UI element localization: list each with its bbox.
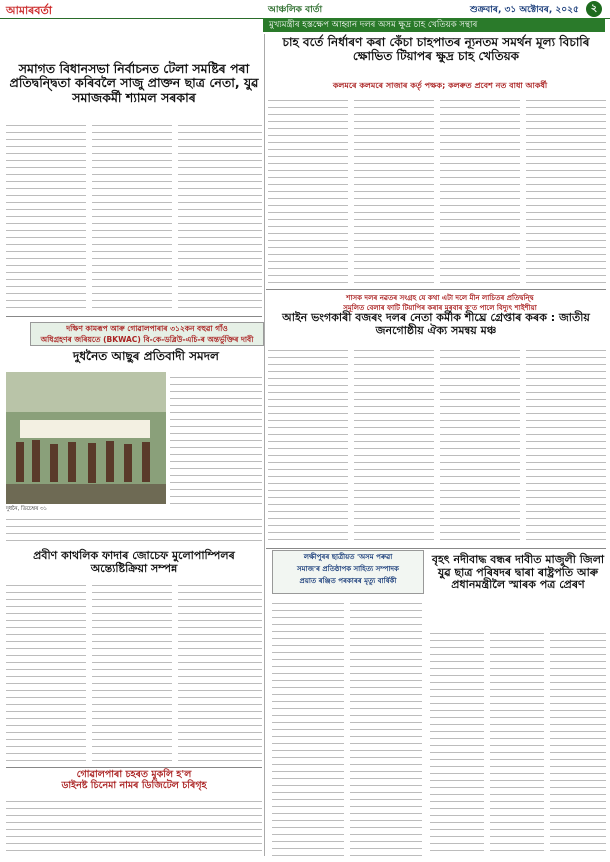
box-story-line1: দক্ষিণ কামৰূপ আৰু গোৱালপাৰাৰ ৩১২কন বহুৱা গাঁও [66,324,228,333]
right-second-col2 [490,628,544,856]
right-second-col1 [430,628,484,856]
center-box-col2 [350,598,422,856]
right-second-col3 [550,628,606,856]
obituary-col3 [178,580,262,765]
center-second-kicker: শাসক দলৰ নৱতৰ সংগ্ৰহ যে কথা এটা দলে মীন লাচিতৰ প্ৰতিদ্বন্দ্বি [346,294,534,302]
cinema-body [6,796,262,856]
center-lead-col1 [268,95,348,285]
center-box-col1 [272,598,344,856]
center-second-col4 [526,345,606,545]
center-lead-headline: চাহ বৰ্তে নিৰ্ধাৰণ কৰা কেঁচা চাহপাতৰ ন্যূনতম সমৰ্থন মূল্য বিচাৰি ক্ষোভিত টিয়াপৰ ক্ষুদ্র চাহ খেতিয়ক [282,35,590,63]
section-divider [266,289,606,290]
left-lead-col3 [178,120,262,310]
center-lead-col3 [440,95,520,285]
box-story-line2: অধিগ্ৰহণৰ জৰিয়তে (BKWAC) বি-কে-ডব্লিউ-এচি-ৰ অন্তৰ্ভুক্তিৰ দাবী [40,335,254,344]
section-divider [6,316,262,317]
page-number: ২ [586,1,602,17]
box-story-header [30,322,264,346]
obituary-col1 [6,580,86,765]
center-lead-col2 [354,95,434,285]
center-box-line3: প্ৰয়াত ৰঞ্জিত পৰকাৰৰ মৃত্যু বাৰ্ষিকী [299,577,397,585]
cinema-line2: ডাইনষ্ট চিনেমা নামৰ ডিজিটেল চৰিগৃহ [61,779,207,791]
issue-date: শুক্রবাৰ, ৩১ অক্টোবৰ, ২০২৫ [470,5,579,15]
protest-photo [6,372,166,504]
left-lead-headline: সমাগত বিধানসভা নিৰ্বাচনত টেলা সমষ্টিৰ পৰা প্ৰতিদ্বন্দ্বিতা কৰিবলৈ সাজু প্ৰাক্তন ছাত্ৰ নেতা, যুৱ সমাজকৰ্মী শ্যামল সৰকাৰ [9,61,259,105]
protest-col [170,372,262,504]
section-title: আঞ্চলিক বাৰ্তা [268,5,323,15]
center-lead-col4 [526,95,606,285]
protest-headline: দুধনৈত আছুৰ প্ৰতিবাদী সমদল [73,349,219,363]
section-divider [6,767,262,768]
cinema-line1: গোৱালপাৰা চহৰত মুকলি হ'ল [76,769,192,780]
left-lead-col1 [6,120,86,310]
center-box-line1: লক্ষীপুৰৰ ছাত্ৰীয়ত 'অসম পৰুৱা [303,553,393,561]
center-second-col1 [268,345,348,545]
protest-body [6,514,262,546]
right-second-headline: বৃহৎ নদীবাদ্ধ বন্ধৰ দাবীত মাজুলী জিলা যুৱ ছাত্ৰ পৰিষদৰ দ্বাৰা ৰাষ্ট্ৰপতি আৰু প্ৰধানমন্ত্ৰীলৈ স্মাৰক পত্ৰ প্ৰেৰণ [431,553,605,592]
center-second-kicker2: সমূলিত বেলাৰ ফাটি টিয়াপিৰ কৰাৰ মৰবাৰ ক'ত পালে বিদ্যুৎ শাইশীয়া [343,304,537,312]
left-lead-col2 [92,120,172,310]
center-box-header [272,550,424,594]
cinema-headline [6,770,262,792]
center-second-col3 [440,345,520,545]
center-box-line2: সমাজ'ৰ প্ৰতিষ্ঠাপক সাহিত্য সম্পাদক [297,565,399,573]
center-second-col2 [354,345,434,545]
newspaper-logo: আমাৰবৰ্তা [6,4,52,17]
column-divider [264,34,265,856]
green-banner: মুখ্যমন্ত্ৰীৰ হস্তক্ষেপ আহ্বান দলৰ অসম ক্ষুদ্র চাহ খেতিয়ক সন্থাৰ [263,18,605,32]
center-second-headline: আইন ভংগকাৰী বজৰং দলৰ নেতা কৰ্মীক শীঘ্ৰে গ্ৰেপ্তাৰ কৰক : জাতীয় জনগোষ্ঠীয় ঐক্য সমন্বয় মঞ্চ [282,311,590,337]
protest-caption: দুধনৈ, ডিচেম্বৰ ৩১ [6,506,48,512]
obituary-headline: প্ৰবীণ কাথলিক ফাদাৰ জোচেফ মুলোপাম্পিলৰ অন্ত্যেষ্টিক্ৰিয়া সম্পন্ন [33,549,235,575]
section-divider [266,548,606,549]
center-lead-kicker: কলমৰে কলমৰে সাজাৰ কৰ্তৃ পক্ষক; কলৰুত প্ৰবেশ নত বাধা আকৰ্ষী [332,81,548,90]
obituary-col2 [92,580,172,765]
